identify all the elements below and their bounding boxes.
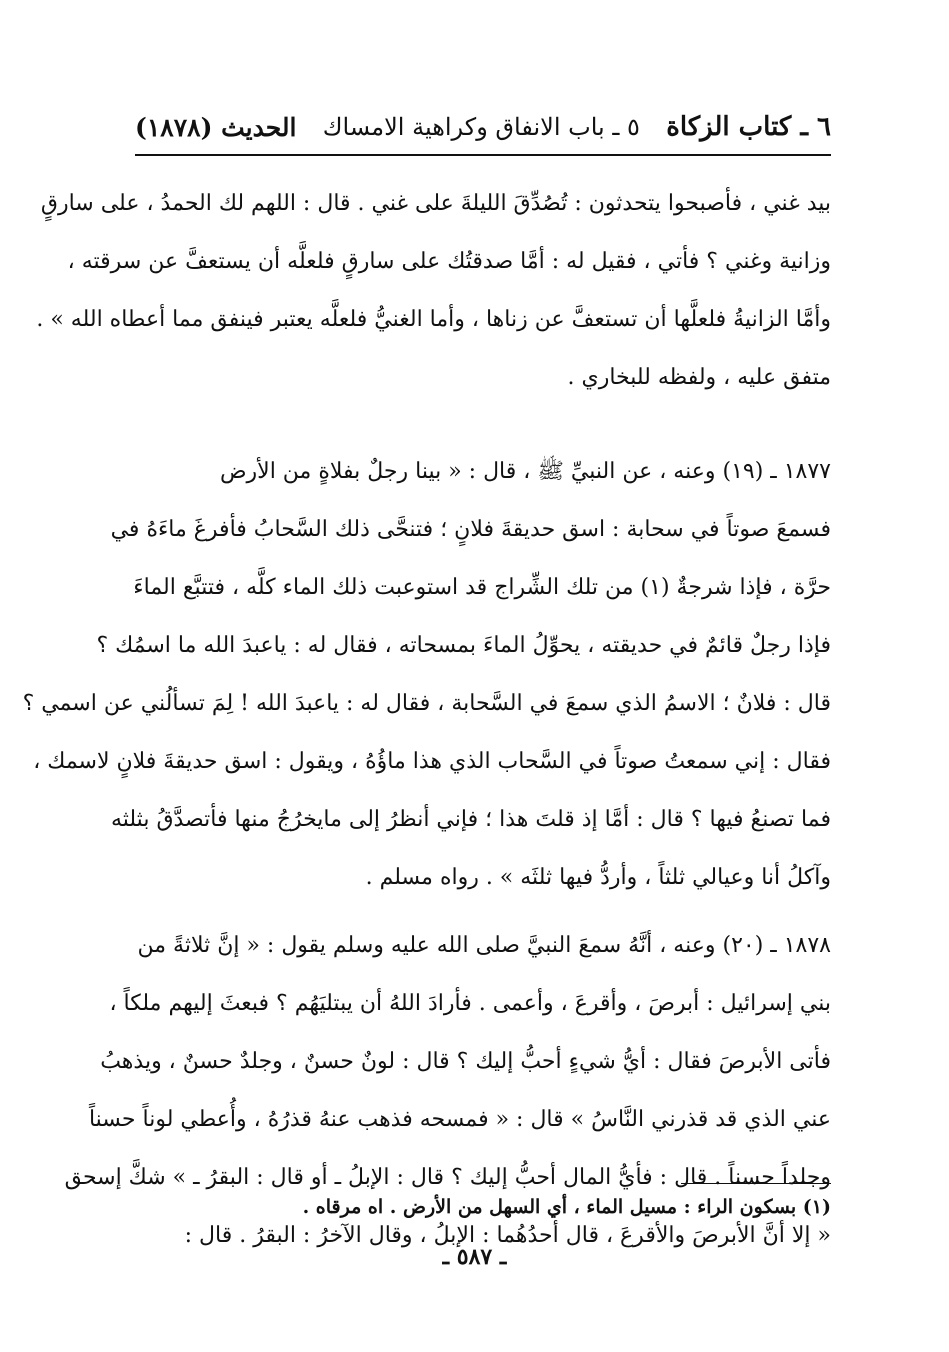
text-line: فسمعَ صوتاً في سحابة : اسق حديقةَ فلانٍ ؛ فتنحَّى ذلك السَّحابُ فأفرغَ ماءَهُ في (110, 517, 831, 542)
text-line: ١٨٧٨ ـ (٢٠) وعنه ، أنَّهُ سمعَ النبيَّ صلى الله عليه وسلم يقول : « إنَّ ثلاثةً من (137, 933, 831, 958)
text-line: بني إسرائيل : أبرصَ ، وأقرعَ ، وأعمى . فأرادَ اللهُ أن يبتليَهُم ؟ فبعثَ إليهم ملكاً ، (109, 991, 831, 1016)
text-line: وأمَّا الزانيةُ فلعلَّها أن تستعفَّ عن زناها ، وأما الغنيُّ فلعلَّه يعتبر فينفق مما أعطاه الله » . (36, 307, 831, 332)
hadith-reference: الحديث (١٨٧٨) (135, 112, 297, 142)
text-line: فأتى الأبرصَ فقال : أيُّ شيءٍ أحبُّ إليك ؟ قال : لونٌ حسنٌ ، وجلدٌ حسنٌ ، ويذهبُ (100, 1049, 831, 1074)
text-line: قال : فلانٌ ؛ الاسمُ الذي سمعَ في السَّحابة ، فقال له : ياعبدَ الله ! لِمَ تسألُني عن اسمي ؟ (22, 691, 831, 716)
chapter-title: ٦ ـ كتاب الزكاة (666, 112, 831, 142)
section-title: ٥ ـ باب الانفاق وكراهية الامساك (322, 113, 640, 141)
text-line: حرَّة ، فإذا شرجةٌ (١) من تلك الشِّراج قد استوعبت ذلك الماء كلَّه ، فتتبَّع الماءَ (133, 575, 831, 600)
text-line: وجلداً حسناً . قال : فأيُّ المال أحبُّ إليك ؟ قال : الإبلُ ـ أو قال : البقرُ ـ » شكَّ إسحق (64, 1165, 831, 1190)
text-line: وآكلُ أنا وعيالي ثلثاً ، وأردُّ فيها ثلثَه » . رواه مسلم . (365, 865, 831, 890)
text-line: متفق عليه ، ولفظه للبخاري . (567, 365, 831, 390)
text-line: بيد غني ، فأصبحوا يتحدثون : تُصُدِّقَ الليلةَ على غني . قال : اللهم لك الحمدُ ، على سارقٍ (40, 191, 831, 216)
footnote: (١) بسكون الراء : مسيل الماء ، أي السهل من الأرض . اه مرقاه . (302, 1196, 831, 1218)
paragraph-hadith-1877 (22, 443, 831, 907)
text-line: « إلا أنَّ الأبرصَ والأقرعَ ، قال أحدُهُما : الإبلُ ، وقال الآخرُ : البقرُ . قال : (184, 1223, 831, 1248)
text-line: ١٨٧٧ ـ (١٩) وعنه ، عن النبيِّ ﷺ ، قال : « بينا رجلٌ بفلاةٍ من الأرض (219, 459, 831, 484)
text-line: فقال : إني سمعتُ صوتاً في السَّحاب الذي هذا ماؤُهُ ، ويقول : اسق حديقةَ فلانٍ لاسمك ، (33, 749, 831, 774)
page-body (22, 175, 831, 1265)
text-line: فإذا رجلٌ قائمٌ في حديقته ، يحوِّلُ الماءَ بمسحاته ، فقال له : ياعبدَ الله ما اسمُك ؟ (96, 633, 831, 658)
footnote-divider (681, 1183, 831, 1184)
text-line: عني الذي قد قذرني النَّاسُ » قال : « فمسحه فذهب عنهُ قذرُهُ ، وأُعطي لوناً حسناً (88, 1107, 831, 1132)
text-line: وزانية وغني ؟ فأتي ، فقيل له : أمَّا صدقتُك على سارقٍ فلعلَّه أن يستعفَّ عن سرقته ، (67, 249, 831, 274)
text-line: فما تصنعُ فيها ؟ قال : أمَّا إذ قلتَ هذا ؛ فإني أنظرُ إلى مايخرُجُ منها فأتصدَّقُ بثلثه (110, 807, 831, 832)
page-header (135, 100, 831, 156)
paragraph-continuation (36, 175, 831, 407)
page-number: ـ ٥٨٧ ـ (442, 1244, 507, 1270)
